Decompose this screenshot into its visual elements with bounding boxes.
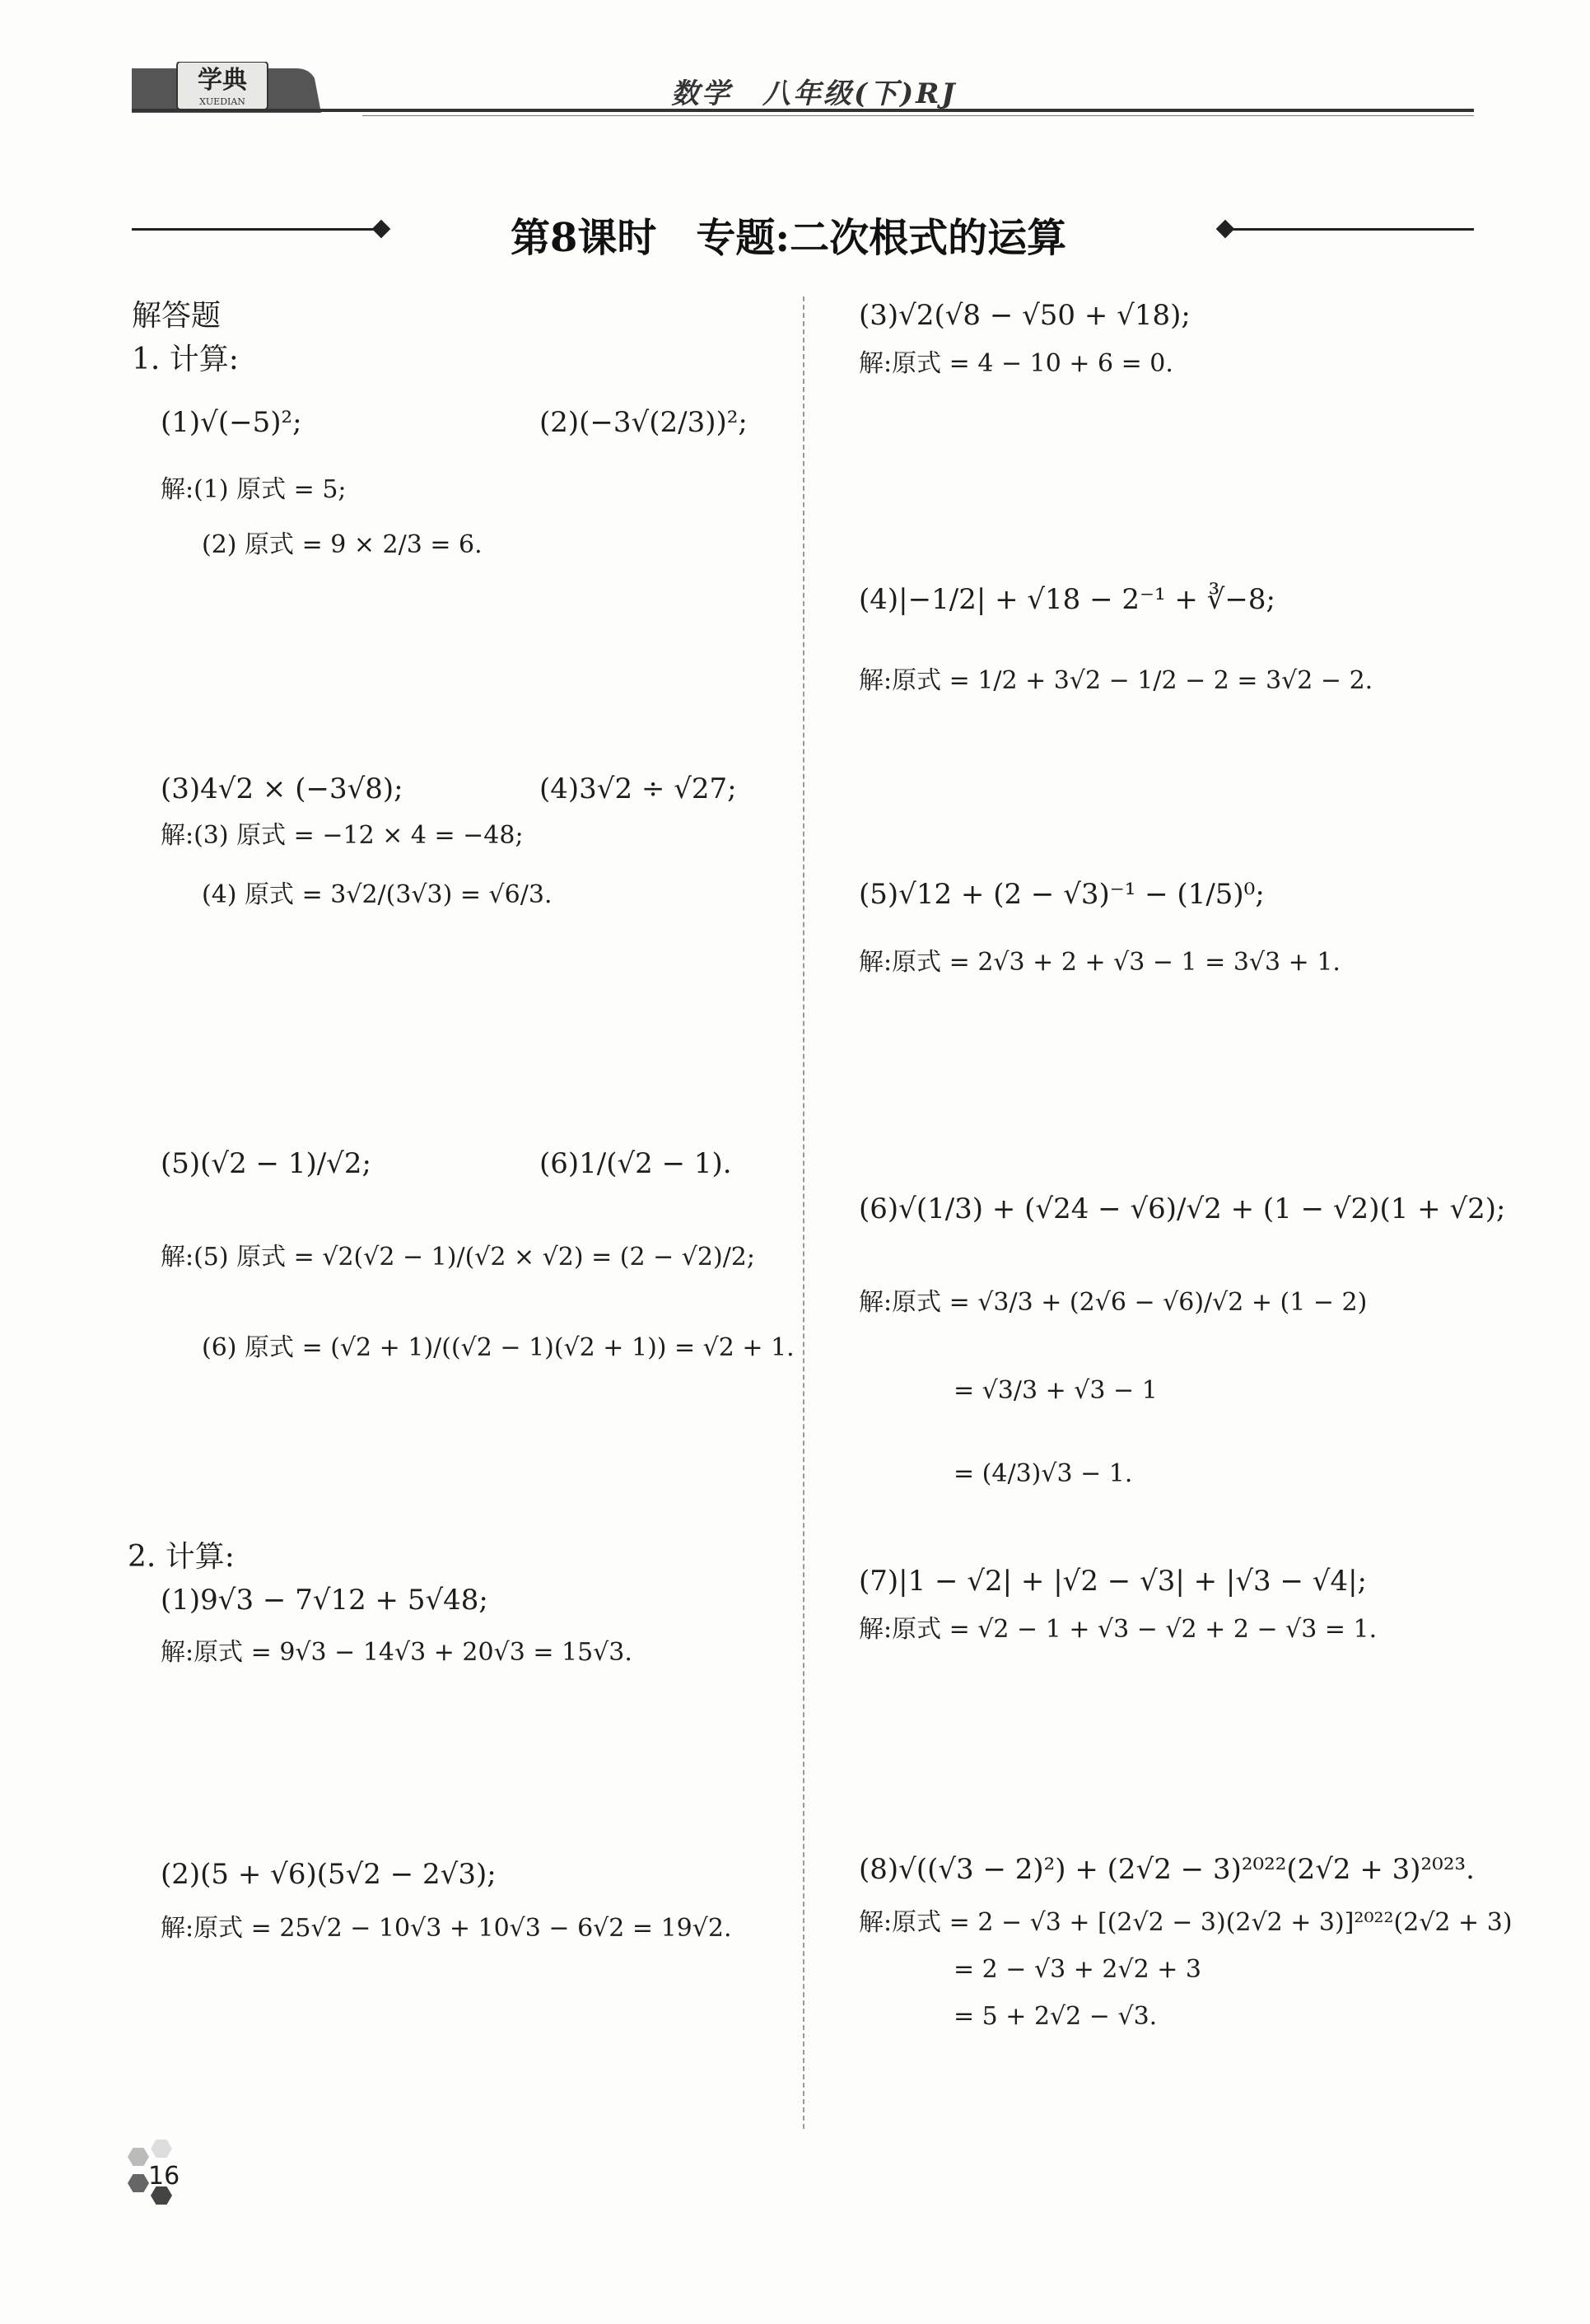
page-title: 第8课时 专题:二次根式的运算 <box>511 215 1067 261</box>
q1-problem-6: (6)1/(√2 − 1). <box>539 1147 732 1180</box>
q1-solution-6: (6) 原式 = (√2 + 1)/((√2 − 1)(√2 + 1)) = √2 + 1. <box>202 1333 795 1362</box>
logo-sub: XUEDIAN <box>199 96 245 107</box>
q1-solution-2: (2) 原式 = 9 × 2/3 = 6. <box>202 530 483 559</box>
header-rule-thin <box>362 115 1474 116</box>
q2-problem-1: (1)9√3 − 7√12 + 5√48; <box>161 1584 488 1617</box>
q1-problem-4: (4)3√2 ÷ √27; <box>539 772 737 805</box>
q1-solution-r5: 解:原式 = 2√3 + 2 + √3 − 1 = 3√3 + 1. <box>859 948 1341 977</box>
diamond-icon <box>372 220 391 239</box>
q1-solution-r6-b: = √3/3 + √3 − 1 <box>954 1376 1158 1405</box>
q2-solution-2: 解:原式 = 25√2 − 10√3 + 10√3 − 6√2 = 19√2. <box>161 1914 732 1943</box>
q1-problem-r8: (8)√((√3 − 2)²) + (2√2 − 3)²⁰²²(2√2 + 3)²⁰²³. <box>859 1853 1475 1886</box>
hexagon-icon <box>151 2140 172 2158</box>
q1-problem-2: (2)(−3√(2/3))²; <box>539 406 748 439</box>
q2-solution-1: 解:原式 = 9√3 − 14√3 + 20√3 = 15√3. <box>161 1638 632 1667</box>
q1-solution-r7: 解:原式 = √2 − 1 + √3 − √2 + 2 − √3 = 1. <box>859 1615 1378 1644</box>
q2-heading: 2. 计算: <box>128 1540 235 1574</box>
q1-solution-r8-c: = 5 + 2√2 − √3. <box>954 2002 1158 2031</box>
section-heading: 解答题 <box>132 299 221 333</box>
title-rule-left <box>132 228 383 231</box>
q2-problem-2: (2)(5 + √6)(5√2 − 2√3); <box>161 1858 497 1891</box>
q1-solution-r4: 解:原式 = 1/2 + 3√2 − 1/2 − 2 = 3√2 − 2. <box>859 666 1373 695</box>
logo-badge <box>132 62 321 113</box>
q1-problem-3: (3)4√2 × (−3√8); <box>161 772 403 805</box>
q1-solution-r3: 解:原式 = 4 − 10 + 6 = 0. <box>859 349 1173 378</box>
q1-heading: 1. 计算: <box>132 343 239 376</box>
title-rule-right <box>1231 228 1474 231</box>
column-divider <box>803 296 804 2129</box>
hexagon-icon <box>128 2174 149 2192</box>
q1-problem-r5: (5)√12 + (2 − √3)⁻¹ − (1/5)⁰; <box>859 878 1265 911</box>
page-number: 16 <box>148 2162 180 2191</box>
q1-solution-r8-b: = 2 − √3 + 2√2 + 3 <box>954 1955 1201 1984</box>
q1-problem-1: (1)√(−5)²; <box>161 406 302 439</box>
q1-solution-5: 解:(5) 原式 = √2(√2 − 1)/(√2 × √2) = (2 − √2)/2; <box>161 1243 756 1272</box>
q1-problem-r4: (4)|−1/2| + √18 − 2⁻¹ + ∛−8; <box>859 583 1275 616</box>
q1-problem-r6: (6)√(1/3) + (√24 − √6)/√2 + (1 − √2)(1 + √2); <box>859 1192 1506 1225</box>
logo-text: 学典 <box>198 66 247 95</box>
q1-solution-4: (4) 原式 = 3√2/(3√3) = √6/3. <box>202 880 553 909</box>
q1-solution-3: 解:(3) 原式 = −12 × 4 = −48; <box>161 821 524 850</box>
q1-problem-r3: (3)√2(√8 − √50 + √18); <box>859 299 1191 332</box>
q1-solution-r8-a: 解:原式 = 2 − √3 + [(2√2 − 3)(2√2 + 3)]²⁰²²(2√2 + 3) <box>859 1908 1513 1937</box>
q1-solution-1: 解:(1) 原式 = 5; <box>161 475 347 504</box>
hexagon-icon <box>128 2148 149 2166</box>
q1-solution-r6-a: 解:原式 = √3/3 + (2√6 − √6)/√2 + (1 − 2) <box>859 1288 1368 1317</box>
q1-problem-5: (5)(√2 − 1)/√2; <box>161 1147 371 1180</box>
q1-problem-r7: (7)|1 − √2| + |√2 − √3| + |√3 − √4|; <box>859 1565 1367 1598</box>
q1-solution-r6-c: = (4/3)√3 − 1. <box>954 1459 1133 1488</box>
subject-label: 数学 八年级(下)RJ <box>671 77 958 110</box>
